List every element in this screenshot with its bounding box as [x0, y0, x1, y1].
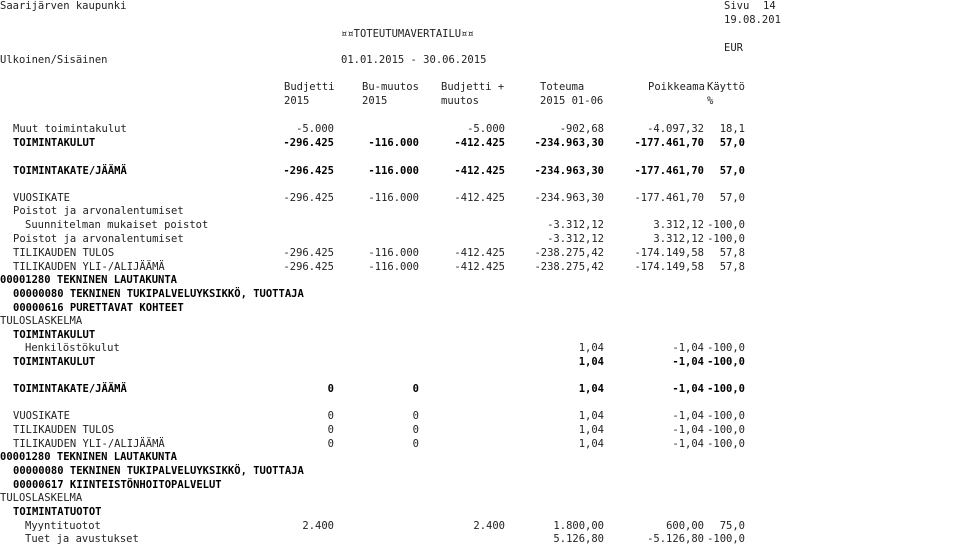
row-label: VUOSIKATE [13, 192, 70, 204]
cell-usage-pct: -100,0 [707, 533, 745, 545]
period-label: 01.01.2015 - 30.06.2015 [341, 54, 487, 66]
cell-usage-pct: 18,1 [719, 123, 745, 135]
cell-usage-pct: -100,0 [707, 424, 745, 436]
table-row [0, 451, 960, 464]
table-row [0, 424, 960, 437]
table-row [0, 233, 960, 246]
table-row [0, 165, 960, 178]
cell-actual: -3.312,12 [547, 233, 604, 245]
cell-budget: -296.425 [283, 137, 334, 149]
cell-usage-pct: -100,0 [707, 410, 745, 422]
row-label: TILIKAUDEN YLI-/ALIJÄÄMÄ [13, 261, 165, 273]
cell-actual: 1,04 [578, 356, 604, 368]
row-label: Henkilöstökulut [25, 342, 120, 354]
column-header-actual: Toteuma [540, 81, 585, 93]
cell-variance: 3.312,12 [653, 219, 704, 231]
table-row [0, 261, 960, 274]
cell-usage-pct: -100,0 [707, 219, 745, 231]
row-label: TOIMINTAKATE/JÄÄMÄ [13, 383, 127, 395]
cell-budget: 2.400 [302, 520, 334, 532]
cell-variance: -177.461,70 [634, 192, 704, 204]
row-label: Suunnitelman mukaiset poistot [25, 219, 209, 231]
cell-budget: -5.000 [296, 123, 334, 135]
cell-variance: 600,00 [666, 520, 704, 532]
organization-name: Saarijärven kaupunki [0, 0, 127, 12]
column-header-actual-sub: 2015 01-06 [540, 95, 604, 107]
row-label: 00000616 PURETTAVAT KOHTEET [13, 302, 184, 314]
cell-usage-pct: -100,0 [707, 356, 745, 368]
report-title: ¤¤TOTEUTUMAVERTAILU¤¤ [341, 28, 474, 40]
cell-budget-plus-change: -412.425 [454, 192, 505, 204]
cell-budget-plus-change: -412.425 [454, 247, 505, 259]
cell-actual: 1,04 [578, 438, 604, 450]
column-header-usage-pct: Käyttö [707, 81, 745, 93]
row-label: 00001280 TEKNINEN LAUTAKUNTA [0, 451, 178, 463]
table-row [0, 274, 960, 287]
cell-change: 0 [412, 424, 419, 436]
row-label: Poistot ja arvonalentumiset [13, 233, 184, 245]
cell-budget: -296.425 [283, 192, 334, 204]
table-row [0, 288, 960, 301]
table-row [0, 479, 960, 492]
report-date: 19.08.201 [724, 14, 781, 26]
row-label: 00000080 TEKNINEN TUKIPALVELUYKSIKKÖ, TUOTTAJA [13, 465, 304, 477]
row-label: Myyntituotot [25, 520, 101, 532]
table-row [0, 315, 960, 328]
table-row [0, 520, 960, 533]
cell-budget: 0 [327, 424, 334, 436]
cell-change: -116.000 [368, 165, 419, 177]
cell-actual: 5.126,80 [553, 533, 604, 545]
table-row [0, 247, 960, 260]
cell-usage-pct: -100,0 [707, 438, 745, 450]
cell-usage-pct: 57,8 [719, 247, 745, 259]
cell-actual: 1.800,00 [553, 520, 604, 532]
row-label: TILIKAUDEN YLI-/ALIJÄÄMÄ [13, 438, 165, 450]
column-header-usage-pct-sub: % [707, 95, 714, 107]
cell-budget-plus-change: -412.425 [454, 261, 505, 273]
table-row [0, 506, 960, 519]
row-label: TOIMINTAKATE/JÄÄMÄ [13, 165, 127, 177]
cell-usage-pct: 57,8 [719, 261, 745, 273]
cell-variance: -177.461,70 [634, 137, 704, 149]
cell-budget: 0 [327, 410, 334, 422]
cell-actual: -234.963,30 [534, 137, 604, 149]
table-row [0, 438, 960, 451]
cell-change: -116.000 [368, 192, 419, 204]
column-header-budget-plus-change: Budjetti + [441, 81, 505, 93]
table-row [0, 123, 960, 136]
cell-actual: 1,04 [578, 383, 604, 395]
cell-budget-plus-change: -412.425 [454, 137, 505, 149]
row-label: TILIKAUDEN TULOS [13, 424, 115, 436]
cell-usage-pct: -100,0 [707, 383, 745, 395]
cell-budget: 0 [327, 438, 334, 450]
cell-variance: -1,04 [672, 424, 704, 436]
cell-variance: 3.312,12 [653, 233, 704, 245]
cell-budget: -296.425 [283, 247, 334, 259]
cell-actual: -238.275,42 [534, 247, 604, 259]
cell-actual: -238.275,42 [534, 261, 604, 273]
cell-variance: -174.149,58 [634, 261, 704, 273]
row-label: TILIKAUDEN TULOS [13, 247, 115, 259]
cell-usage-pct: -100,0 [707, 342, 745, 354]
cell-budget: -296.425 [283, 165, 334, 177]
column-header-budget-sub: 2015 [284, 95, 310, 107]
cell-actual: -3.312,12 [547, 219, 604, 231]
table-row [0, 383, 960, 396]
cell-budget: 0 [327, 383, 334, 395]
column-header-budget: Budjetti [284, 81, 335, 93]
column-header-change: Bu-muutos [362, 81, 419, 93]
row-label: Tuet ja avustukset [25, 533, 139, 545]
cell-variance: -1,04 [672, 438, 704, 450]
cell-change: 0 [412, 410, 419, 422]
table-row [0, 465, 960, 478]
row-label: 00000080 TEKNINEN TUKIPALVELUYKSIKKÖ, TUOTTAJA [13, 288, 304, 300]
cell-actual: 1,04 [578, 424, 604, 436]
row-label: TOIMINTAKULUT [13, 356, 96, 368]
row-label: Poistot ja arvonalentumiset [13, 205, 184, 217]
cell-variance: -1,04 [672, 383, 704, 395]
cell-actual: -234.963,30 [534, 165, 604, 177]
row-label: 00001280 TEKNINEN LAUTAKUNTA [0, 274, 178, 286]
table-row [0, 205, 960, 218]
row-label: TOIMINTAKULUT [13, 137, 96, 149]
table-row [0, 219, 960, 232]
cell-variance: -1,04 [672, 356, 704, 368]
cell-budget-plus-change: -5.000 [467, 123, 505, 135]
cell-variance: -1,04 [672, 410, 704, 422]
table-row [0, 137, 960, 150]
cell-actual: 1,04 [578, 410, 604, 422]
table-row [0, 356, 960, 369]
scope-label: Ulkoinen/Sisäinen [0, 54, 108, 66]
cell-change: -116.000 [368, 247, 419, 259]
cell-usage-pct: -100,0 [707, 233, 745, 245]
cell-budget-plus-change: -412.425 [454, 165, 505, 177]
cell-change: 0 [412, 383, 419, 395]
table-row [0, 533, 960, 546]
currency-label: EUR [724, 42, 743, 54]
cell-usage-pct: 57,0 [719, 165, 745, 177]
row-label: TOIMINTATUOTOT [13, 506, 102, 518]
cell-change: 0 [412, 438, 419, 450]
cell-budget-plus-change: 2.400 [473, 520, 505, 532]
cell-usage-pct: 75,0 [719, 520, 745, 532]
cell-change: -116.000 [368, 261, 419, 273]
cell-usage-pct: 57,0 [719, 192, 745, 204]
table-row [0, 192, 960, 205]
cell-actual: -234.963,30 [534, 192, 604, 204]
cell-variance: -177.461,70 [634, 165, 704, 177]
cell-budget: -296.425 [283, 261, 334, 273]
cell-change: -116.000 [368, 137, 419, 149]
cell-variance: -174.149,58 [634, 247, 704, 259]
cell-variance: -5.126,80 [647, 533, 704, 545]
page-number: 14 [763, 0, 776, 12]
row-label: Muut toimintakulut [13, 123, 127, 135]
cell-actual: 1,04 [578, 342, 604, 354]
cell-variance: -1,04 [672, 342, 704, 354]
table-row [0, 302, 960, 315]
column-header-budget-plus-change-sub: muutos [441, 95, 479, 107]
cell-usage-pct: 57,0 [719, 137, 745, 149]
row-label: TULOSLASKELMA [0, 315, 83, 327]
row-label: VUOSIKATE [13, 410, 70, 422]
table-row [0, 410, 960, 423]
cell-variance: -4.097,32 [647, 123, 704, 135]
table-row [0, 329, 960, 342]
table-row [0, 342, 960, 355]
table-row [0, 492, 960, 505]
row-label: TULOSLASKELMA [0, 492, 83, 504]
row-label: TOIMINTAKULUT [13, 329, 96, 341]
column-header-change-sub: 2015 [362, 95, 388, 107]
row-label: 00000617 KIINTEISTÖNHOITOPALVELUT [13, 479, 222, 491]
page-label: Sivu [724, 0, 750, 12]
column-header-variance: Poikkeama [648, 81, 705, 93]
cell-actual: -902,68 [559, 123, 604, 135]
